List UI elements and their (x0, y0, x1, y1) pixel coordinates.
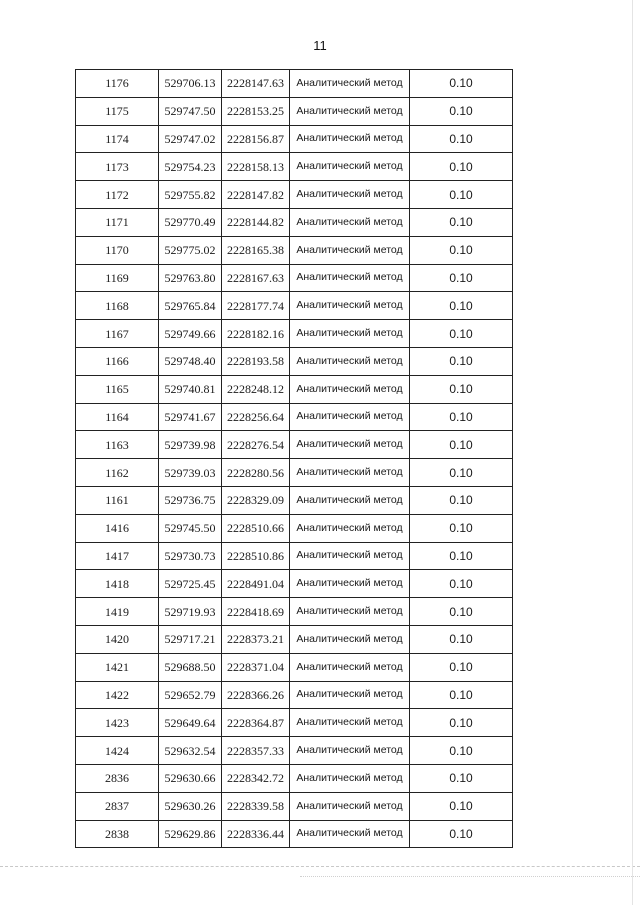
table-row (76, 153, 513, 181)
accuracy-cell: 0.10 (410, 125, 513, 153)
point-number-cell: 1416 (76, 514, 159, 542)
accuracy-cell: 0.10 (410, 570, 513, 598)
scan-artifact-line (0, 866, 640, 867)
y-coordinate-cell: 2228256.64 (222, 403, 290, 431)
method-text: Аналитический метод (296, 466, 403, 479)
table-row (76, 125, 513, 153)
table-row (76, 292, 513, 320)
table-row (76, 347, 513, 375)
point-number-cell: 1424 (76, 737, 159, 765)
method-cell (290, 514, 410, 542)
y-coordinate-cell: 2228156.87 (222, 125, 290, 153)
y-coordinate-cell: 2228418.69 (222, 598, 290, 626)
method-cell (290, 320, 410, 348)
point-number-cell: 1162 (76, 459, 159, 487)
point-number-cell: 1166 (76, 347, 159, 375)
page-edge-line (632, 0, 633, 905)
point-number-cell: 1170 (76, 236, 159, 264)
y-coordinate-cell: 2228364.87 (222, 709, 290, 737)
x-coordinate-cell: 529730.73 (159, 542, 222, 570)
table-row (76, 320, 513, 348)
method-text: Аналитический метод (296, 827, 403, 840)
x-coordinate-cell: 529719.93 (159, 598, 222, 626)
accuracy-cell: 0.10 (410, 681, 513, 709)
table-row (76, 514, 513, 542)
table-row (76, 625, 513, 653)
x-coordinate-cell: 529739.98 (159, 431, 222, 459)
accuracy-cell: 0.10 (410, 347, 513, 375)
method-text: Аналитический метод (296, 438, 403, 451)
y-coordinate-cell: 2228366.26 (222, 681, 290, 709)
method-text: Аналитический метод (296, 410, 403, 423)
method-text: Аналитический метод (296, 577, 403, 590)
method-cell (290, 375, 410, 403)
point-number-cell: 1175 (76, 97, 159, 125)
method-text: Аналитический метод (296, 354, 403, 367)
table-row (76, 181, 513, 209)
x-coordinate-cell: 529736.75 (159, 486, 222, 514)
method-cell (290, 737, 410, 765)
accuracy-cell: 0.10 (410, 320, 513, 348)
table-row (76, 375, 513, 403)
method-cell (290, 570, 410, 598)
method-text: Аналитический метод (296, 160, 403, 173)
y-coordinate-cell: 2228373.21 (222, 625, 290, 653)
method-text: Аналитический метод (296, 605, 403, 618)
y-coordinate-cell: 2228248.12 (222, 375, 290, 403)
method-cell (290, 681, 410, 709)
method-cell (290, 208, 410, 236)
method-text: Аналитический метод (296, 744, 403, 757)
y-coordinate-cell: 2228147.63 (222, 70, 290, 98)
x-coordinate-cell: 529706.13 (159, 70, 222, 98)
table-row (76, 653, 513, 681)
table-row (76, 97, 513, 125)
method-cell (290, 486, 410, 514)
method-text: Аналитический метод (296, 132, 403, 145)
point-number-cell: 1418 (76, 570, 159, 598)
method-cell (290, 431, 410, 459)
point-number-cell: 1422 (76, 681, 159, 709)
method-cell (290, 70, 410, 98)
coordinates-table (75, 69, 513, 848)
accuracy-cell: 0.10 (410, 264, 513, 292)
table-row (76, 542, 513, 570)
point-number-cell: 1169 (76, 264, 159, 292)
accuracy-cell: 0.10 (410, 653, 513, 681)
accuracy-cell: 0.10 (410, 542, 513, 570)
x-coordinate-cell: 529770.49 (159, 208, 222, 236)
y-coordinate-cell: 2228193.58 (222, 347, 290, 375)
y-coordinate-cell: 2228147.82 (222, 181, 290, 209)
method-text: Аналитический метод (296, 660, 403, 673)
method-text: Аналитический метод (296, 799, 403, 812)
y-coordinate-cell: 2228153.25 (222, 97, 290, 125)
table-row (76, 208, 513, 236)
table-row (76, 431, 513, 459)
method-cell (290, 153, 410, 181)
method-cell (290, 347, 410, 375)
accuracy-cell: 0.10 (410, 709, 513, 737)
method-cell (290, 125, 410, 153)
x-coordinate-cell: 529630.26 (159, 792, 222, 820)
method-cell (290, 236, 410, 264)
method-text: Аналитический метод (296, 188, 403, 201)
y-coordinate-cell: 2228342.72 (222, 764, 290, 792)
point-number-cell: 1421 (76, 653, 159, 681)
x-coordinate-cell: 529725.45 (159, 570, 222, 598)
accuracy-cell: 0.10 (410, 70, 513, 98)
point-number-cell: 1161 (76, 486, 159, 514)
x-coordinate-cell: 529649.64 (159, 709, 222, 737)
y-coordinate-cell: 2228336.44 (222, 820, 290, 848)
x-coordinate-cell: 529749.66 (159, 320, 222, 348)
x-coordinate-cell: 529652.79 (159, 681, 222, 709)
y-coordinate-cell: 2228329.09 (222, 486, 290, 514)
table-row (76, 264, 513, 292)
method-text: Аналитический метод (296, 271, 403, 284)
table-row (76, 681, 513, 709)
method-cell (290, 292, 410, 320)
x-coordinate-cell: 529775.02 (159, 236, 222, 264)
scan-artifact-line (300, 876, 640, 877)
accuracy-cell: 0.10 (410, 764, 513, 792)
accuracy-cell: 0.10 (410, 514, 513, 542)
point-number-cell: 1173 (76, 153, 159, 181)
table-row (76, 403, 513, 431)
accuracy-cell: 0.10 (410, 431, 513, 459)
method-cell (290, 653, 410, 681)
method-text: Аналитический метод (296, 76, 403, 89)
x-coordinate-cell: 529748.40 (159, 347, 222, 375)
table-row (76, 737, 513, 765)
y-coordinate-cell: 2228276.54 (222, 431, 290, 459)
y-coordinate-cell: 2228339.58 (222, 792, 290, 820)
point-number-cell: 1164 (76, 403, 159, 431)
accuracy-cell: 0.10 (410, 403, 513, 431)
x-coordinate-cell: 529632.54 (159, 737, 222, 765)
point-number-cell: 1165 (76, 375, 159, 403)
method-text: Аналитический метод (296, 771, 403, 784)
x-coordinate-cell: 529629.86 (159, 820, 222, 848)
x-coordinate-cell: 529717.21 (159, 625, 222, 653)
point-number-cell: 1176 (76, 70, 159, 98)
x-coordinate-cell: 529745.50 (159, 514, 222, 542)
point-number-cell: 1172 (76, 181, 159, 209)
accuracy-cell: 0.10 (410, 292, 513, 320)
point-number-cell: 1171 (76, 208, 159, 236)
method-cell (290, 403, 410, 431)
method-cell (290, 764, 410, 792)
y-coordinate-cell: 2228371.04 (222, 653, 290, 681)
table-row (76, 792, 513, 820)
accuracy-cell: 0.10 (410, 792, 513, 820)
accuracy-cell: 0.10 (410, 153, 513, 181)
method-cell (290, 181, 410, 209)
method-cell (290, 542, 410, 570)
accuracy-cell: 0.10 (410, 181, 513, 209)
accuracy-cell: 0.10 (410, 459, 513, 487)
y-coordinate-cell: 2228510.86 (222, 542, 290, 570)
x-coordinate-cell: 529765.84 (159, 292, 222, 320)
x-coordinate-cell: 529755.82 (159, 181, 222, 209)
y-coordinate-cell: 2228177.74 (222, 292, 290, 320)
method-text: Аналитический метод (296, 243, 403, 256)
x-coordinate-cell: 529754.23 (159, 153, 222, 181)
x-coordinate-cell: 529740.81 (159, 375, 222, 403)
x-coordinate-cell: 529739.03 (159, 459, 222, 487)
y-coordinate-cell: 2228144.82 (222, 208, 290, 236)
accuracy-cell: 0.10 (410, 486, 513, 514)
table-row (76, 486, 513, 514)
point-number-cell: 1419 (76, 598, 159, 626)
page-number: 11 (313, 38, 327, 53)
point-number-cell: 1167 (76, 320, 159, 348)
method-text: Аналитический метод (296, 382, 403, 395)
table-row (76, 570, 513, 598)
point-number-cell: 1423 (76, 709, 159, 737)
method-text: Аналитический метод (296, 327, 403, 340)
method-text: Аналитический метод (296, 104, 403, 117)
table-row (76, 70, 513, 98)
accuracy-cell: 0.10 (410, 236, 513, 264)
y-coordinate-cell: 2228182.16 (222, 320, 290, 348)
point-number-cell: 1168 (76, 292, 159, 320)
table-row (76, 820, 513, 848)
method-cell (290, 709, 410, 737)
method-cell (290, 459, 410, 487)
point-number-cell: 2837 (76, 792, 159, 820)
accuracy-cell: 0.10 (410, 820, 513, 848)
x-coordinate-cell: 529763.80 (159, 264, 222, 292)
table-row (76, 459, 513, 487)
y-coordinate-cell: 2228158.13 (222, 153, 290, 181)
point-number-cell: 1174 (76, 125, 159, 153)
y-coordinate-cell: 2228491.04 (222, 570, 290, 598)
table-row (76, 709, 513, 737)
y-coordinate-cell: 2228165.38 (222, 236, 290, 264)
method-cell (290, 820, 410, 848)
method-cell (290, 97, 410, 125)
x-coordinate-cell: 529688.50 (159, 653, 222, 681)
method-text: Аналитический метод (296, 215, 403, 228)
table-row (76, 598, 513, 626)
accuracy-cell: 0.10 (410, 598, 513, 626)
method-text: Аналитический метод (296, 549, 403, 562)
method-text: Аналитический метод (296, 493, 403, 506)
table-row (76, 236, 513, 264)
method-text: Аналитический метод (296, 299, 403, 312)
accuracy-cell: 0.10 (410, 97, 513, 125)
method-cell (290, 598, 410, 626)
y-coordinate-cell: 2228357.33 (222, 737, 290, 765)
coordinates-table-body (76, 70, 513, 848)
table-row (76, 764, 513, 792)
x-coordinate-cell: 529630.66 (159, 764, 222, 792)
method-text: Аналитический метод (296, 688, 403, 701)
point-number-cell: 2836 (76, 764, 159, 792)
y-coordinate-cell: 2228510.66 (222, 514, 290, 542)
y-coordinate-cell: 2228167.63 (222, 264, 290, 292)
point-number-cell: 1417 (76, 542, 159, 570)
method-text: Аналитический метод (296, 521, 403, 534)
accuracy-cell: 0.10 (410, 375, 513, 403)
accuracy-cell: 0.10 (410, 737, 513, 765)
x-coordinate-cell: 529747.02 (159, 125, 222, 153)
point-number-cell: 1163 (76, 431, 159, 459)
method-cell (290, 625, 410, 653)
accuracy-cell: 0.10 (410, 208, 513, 236)
method-text: Аналитический метод (296, 716, 403, 729)
accuracy-cell: 0.10 (410, 625, 513, 653)
point-number-cell: 2838 (76, 820, 159, 848)
y-coordinate-cell: 2228280.56 (222, 459, 290, 487)
x-coordinate-cell: 529741.67 (159, 403, 222, 431)
x-coordinate-cell: 529747.50 (159, 97, 222, 125)
point-number-cell: 1420 (76, 625, 159, 653)
method-cell (290, 792, 410, 820)
method-text: Аналитический метод (296, 632, 403, 645)
method-cell (290, 264, 410, 292)
